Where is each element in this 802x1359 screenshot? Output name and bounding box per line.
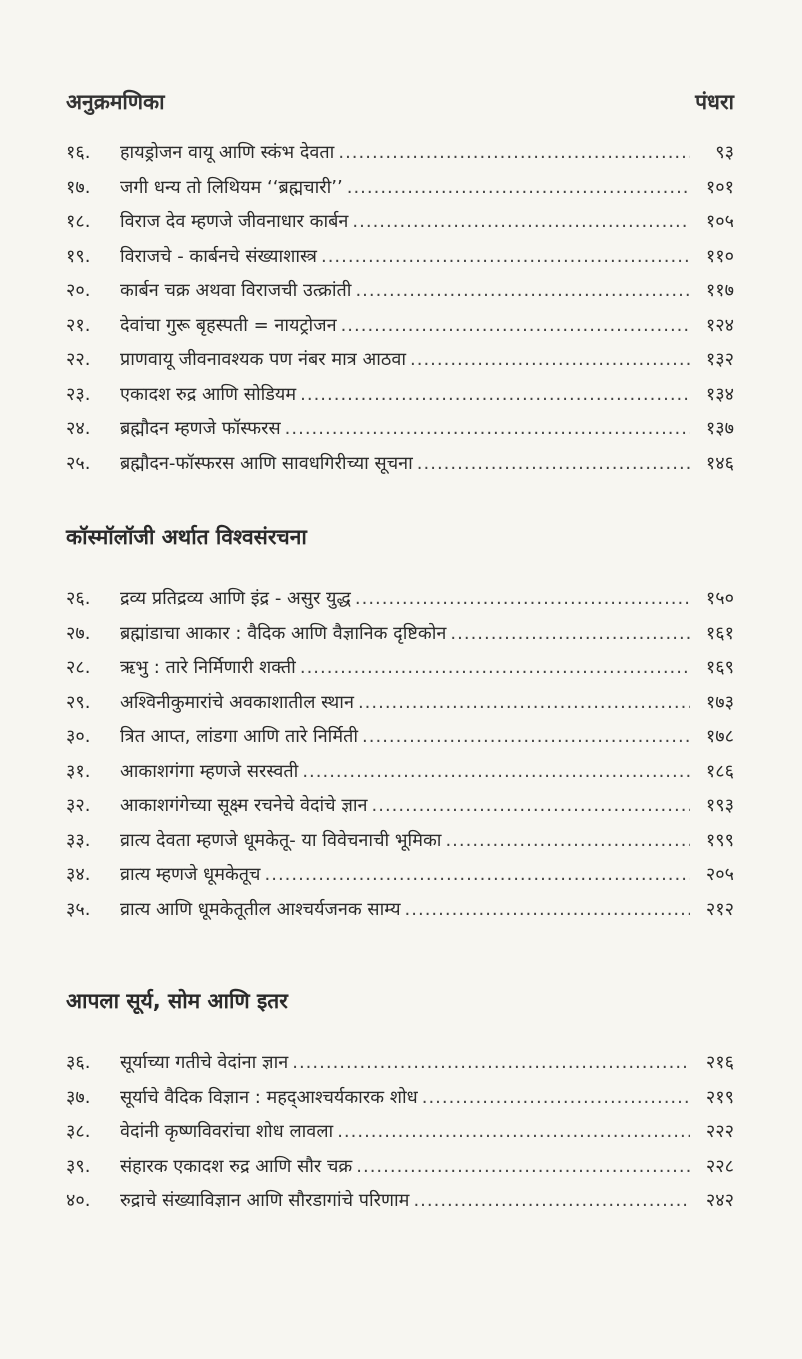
- entry-title: सूर्याचे वैदिक विज्ञान : महद्आश्चर्यकारक शोध: [120, 1086, 418, 1108]
- running-head: [66, 88, 734, 116]
- toc-entry[interactable]: [66, 755, 734, 790]
- entry-title: आकाशगंगा म्हणजे सरस्वती: [120, 760, 299, 782]
- entry-page: २४२: [705, 1190, 734, 1211]
- entry-title: विराजचे - कार्बनचे संख्याशास्त्र: [120, 245, 317, 267]
- dot-leader: [417, 447, 690, 482]
- entry-page: २१९: [705, 1086, 734, 1108]
- entry-number: २२.: [66, 349, 91, 370]
- entry-title: विराज देव म्हणजे जीवनाधार कार्बन: [120, 211, 349, 232]
- entry-number: १७.: [66, 176, 91, 198]
- toc-entry[interactable]: [66, 240, 734, 275]
- toc-section-3: [66, 986, 734, 1219]
- entry-page: १९३: [705, 795, 734, 816]
- entry-page: १५०: [705, 588, 734, 609]
- entry-page: १०५: [705, 211, 734, 232]
- entry-title: देवांचा गुरू बृहस्पती = नायट्रोजन: [120, 314, 337, 336]
- toc-entry[interactable]: [66, 205, 734, 240]
- entry-number: ३०.: [66, 726, 91, 747]
- toc-entry[interactable]: [66, 1115, 734, 1150]
- entry-title: ऋभु : तारे निर्मिणारी शक्ती: [120, 657, 296, 678]
- entry-page: २१६: [705, 1052, 734, 1073]
- toc-section-1: [66, 136, 734, 481]
- dot-leader: [352, 205, 690, 240]
- entry-number: २४.: [66, 418, 91, 439]
- toc-entry[interactable]: [66, 720, 734, 755]
- entry-title: जगी धन्य तो लिथियम ‘‘ब्रह्मचारी’’: [120, 176, 343, 198]
- dot-leader: [341, 309, 690, 344]
- entry-page: ११७: [705, 280, 734, 301]
- entry-title: ब्रह्मौदन म्हणजे फॉस्फरस: [120, 418, 281, 439]
- dot-leader: [450, 617, 690, 652]
- dot-leader: [292, 1046, 690, 1081]
- entry-page: १३४: [705, 383, 734, 405]
- dot-leader: [321, 240, 690, 275]
- section-heading: कॉस्मॉलॉजी अर्थात विश्वसंरचना: [66, 525, 307, 549]
- entry-number: ४०.: [66, 1190, 91, 1211]
- entry-page: १३७: [705, 418, 734, 439]
- entry-number: २९.: [66, 691, 91, 713]
- dot-leader: [300, 378, 690, 413]
- entry-page: २०५: [705, 864, 734, 885]
- entry-title: त्रित आप्त, लांडगा आणि तारे निर्मिती: [120, 726, 359, 747]
- entry-page: १९९: [705, 829, 734, 851]
- dot-leader: [337, 1115, 690, 1150]
- entry-title: रुद्राचे संख्याविज्ञान आणि सौरडागांचे परिणाम: [120, 1190, 410, 1211]
- entry-title: कार्बन चक्र अथवा विराजची उत्क्रांती: [120, 280, 352, 301]
- toc-entry[interactable]: [66, 343, 734, 378]
- dot-leader: [362, 720, 690, 755]
- entry-page: २१२: [705, 898, 734, 920]
- entry-page: १४६: [705, 452, 734, 474]
- toc-entry[interactable]: [66, 1081, 734, 1116]
- toc-entry[interactable]: [66, 1184, 734, 1219]
- entry-number: २०.: [66, 280, 91, 301]
- entry-title: आकाशगंगेच्या सूक्ष्म रचनेचे वेदांचे ज्ञान: [120, 795, 368, 816]
- toc-entry[interactable]: [66, 858, 734, 893]
- dot-leader: [356, 1150, 690, 1185]
- entry-title: ब्रह्मांडाचा आकार : वैदिक आणि वैज्ञानिक दृष्टिकोन: [120, 622, 447, 644]
- entry-page: १८६: [705, 760, 734, 782]
- dot-leader: [355, 274, 690, 309]
- entry-title: व्रात्य आणि धूमकेतूतील आश्चर्यजनक साम्य: [120, 898, 401, 920]
- dot-leader: [405, 893, 690, 928]
- entry-number: ३५.: [66, 898, 91, 920]
- entry-number: १६.: [66, 142, 91, 163]
- entry-number: ३१.: [66, 760, 91, 782]
- entry-number: ३९.: [66, 1155, 91, 1177]
- entry-number: २१.: [66, 314, 91, 336]
- entry-number: ३६.: [66, 1052, 91, 1073]
- entry-title: प्राणवायू जीवनावश्यक पण नंबर मात्र आठवा: [120, 349, 406, 370]
- entry-number: ३४.: [66, 864, 91, 885]
- dot-leader: [372, 789, 690, 824]
- dot-leader: [285, 412, 690, 447]
- entry-page: ११०: [705, 245, 734, 267]
- dot-leader: [422, 1081, 690, 1116]
- dot-leader: [300, 651, 690, 686]
- entry-number: १८.: [66, 211, 91, 232]
- toc-entry[interactable]: [66, 824, 734, 859]
- entry-page: १७३: [705, 691, 734, 713]
- toc-entry[interactable]: [66, 789, 734, 824]
- entry-number: ३३.: [66, 829, 91, 851]
- entry-title: व्रात्य देवता म्हणजे धूमकेतू- या विवेचनाची भूमिका: [120, 829, 442, 851]
- entry-title: संहारक एकादश रुद्र आणि सौर चक्र: [120, 1155, 353, 1177]
- entry-number: २८.: [66, 657, 91, 678]
- entry-number: २६.: [66, 588, 91, 609]
- entry-page: २२२: [705, 1121, 734, 1142]
- entry-title: व्रात्य म्हणजे धूमकेतूच: [120, 864, 261, 885]
- running-head-title: अनुक्रमणिका: [66, 90, 165, 114]
- toc-entry[interactable]: [66, 893, 734, 928]
- entry-number: १९.: [66, 245, 91, 267]
- entry-title: सूर्याच्या गतीचे वेदांना ज्ञान: [120, 1052, 289, 1073]
- toc-entry[interactable]: [66, 582, 734, 617]
- toc-entry[interactable]: [66, 1150, 734, 1185]
- entry-title: द्रव्य प्रतिद्रव्य आणि इंद्र - असुर युद्ध: [120, 588, 351, 609]
- running-head-page-number: पंधरा: [695, 90, 734, 114]
- dot-leader: [347, 171, 690, 206]
- dot-leader: [410, 343, 690, 378]
- toc-entry[interactable]: [66, 617, 734, 652]
- entry-page: १३२: [705, 349, 734, 370]
- dot-leader: [338, 136, 690, 171]
- entry-page: १७८: [705, 726, 734, 747]
- dot-leader: [445, 824, 690, 859]
- entry-page: २२८: [705, 1155, 734, 1177]
- entry-number: २३.: [66, 383, 91, 405]
- entry-title: वेदांनी कृष्णविवरांचा शोध लावला: [120, 1121, 334, 1142]
- toc-entry[interactable]: [66, 136, 734, 171]
- toc-entry[interactable]: [66, 378, 734, 413]
- entry-title: अश्विनीकुमारांचे अवकाशातील स्थान: [120, 691, 354, 713]
- toc-entry[interactable]: [66, 1046, 734, 1081]
- entry-page: १०१: [705, 176, 734, 198]
- entry-title: एकादश रुद्र आणि सोडियम: [120, 383, 297, 405]
- dot-leader: [358, 686, 690, 721]
- entry-number: २७.: [66, 622, 91, 644]
- toc-section-2: [66, 522, 734, 927]
- entry-title: ब्रह्मौदन-फॉस्फरस आणि सावधगिरीच्या सूचना: [120, 452, 413, 474]
- entry-page: ९३: [715, 142, 734, 163]
- toc-entry[interactable]: [66, 171, 734, 206]
- toc-entry[interactable]: [66, 274, 734, 309]
- entry-number: ३२.: [66, 795, 91, 816]
- toc-entry[interactable]: [66, 412, 734, 447]
- entry-number: ३७.: [66, 1086, 91, 1108]
- dot-leader: [355, 582, 690, 617]
- toc-entry[interactable]: [66, 309, 734, 344]
- dot-leader: [265, 858, 691, 893]
- toc-entry[interactable]: [66, 651, 734, 686]
- entry-number: २५.: [66, 452, 91, 474]
- entry-page: १६९: [705, 657, 734, 678]
- entry-title: हायड्रोजन वायू आणि स्कंभ देवता: [120, 142, 335, 163]
- dot-leader: [413, 1184, 690, 1219]
- toc-entry[interactable]: [66, 447, 734, 482]
- entry-page: १२४: [705, 314, 734, 336]
- entry-number: ३८.: [66, 1121, 91, 1142]
- entry-page: १६१: [705, 622, 734, 644]
- toc-entry[interactable]: [66, 686, 734, 721]
- section-heading: आपला सूर्य, सोम आणि इतर: [66, 989, 288, 1013]
- dot-leader: [302, 755, 690, 790]
